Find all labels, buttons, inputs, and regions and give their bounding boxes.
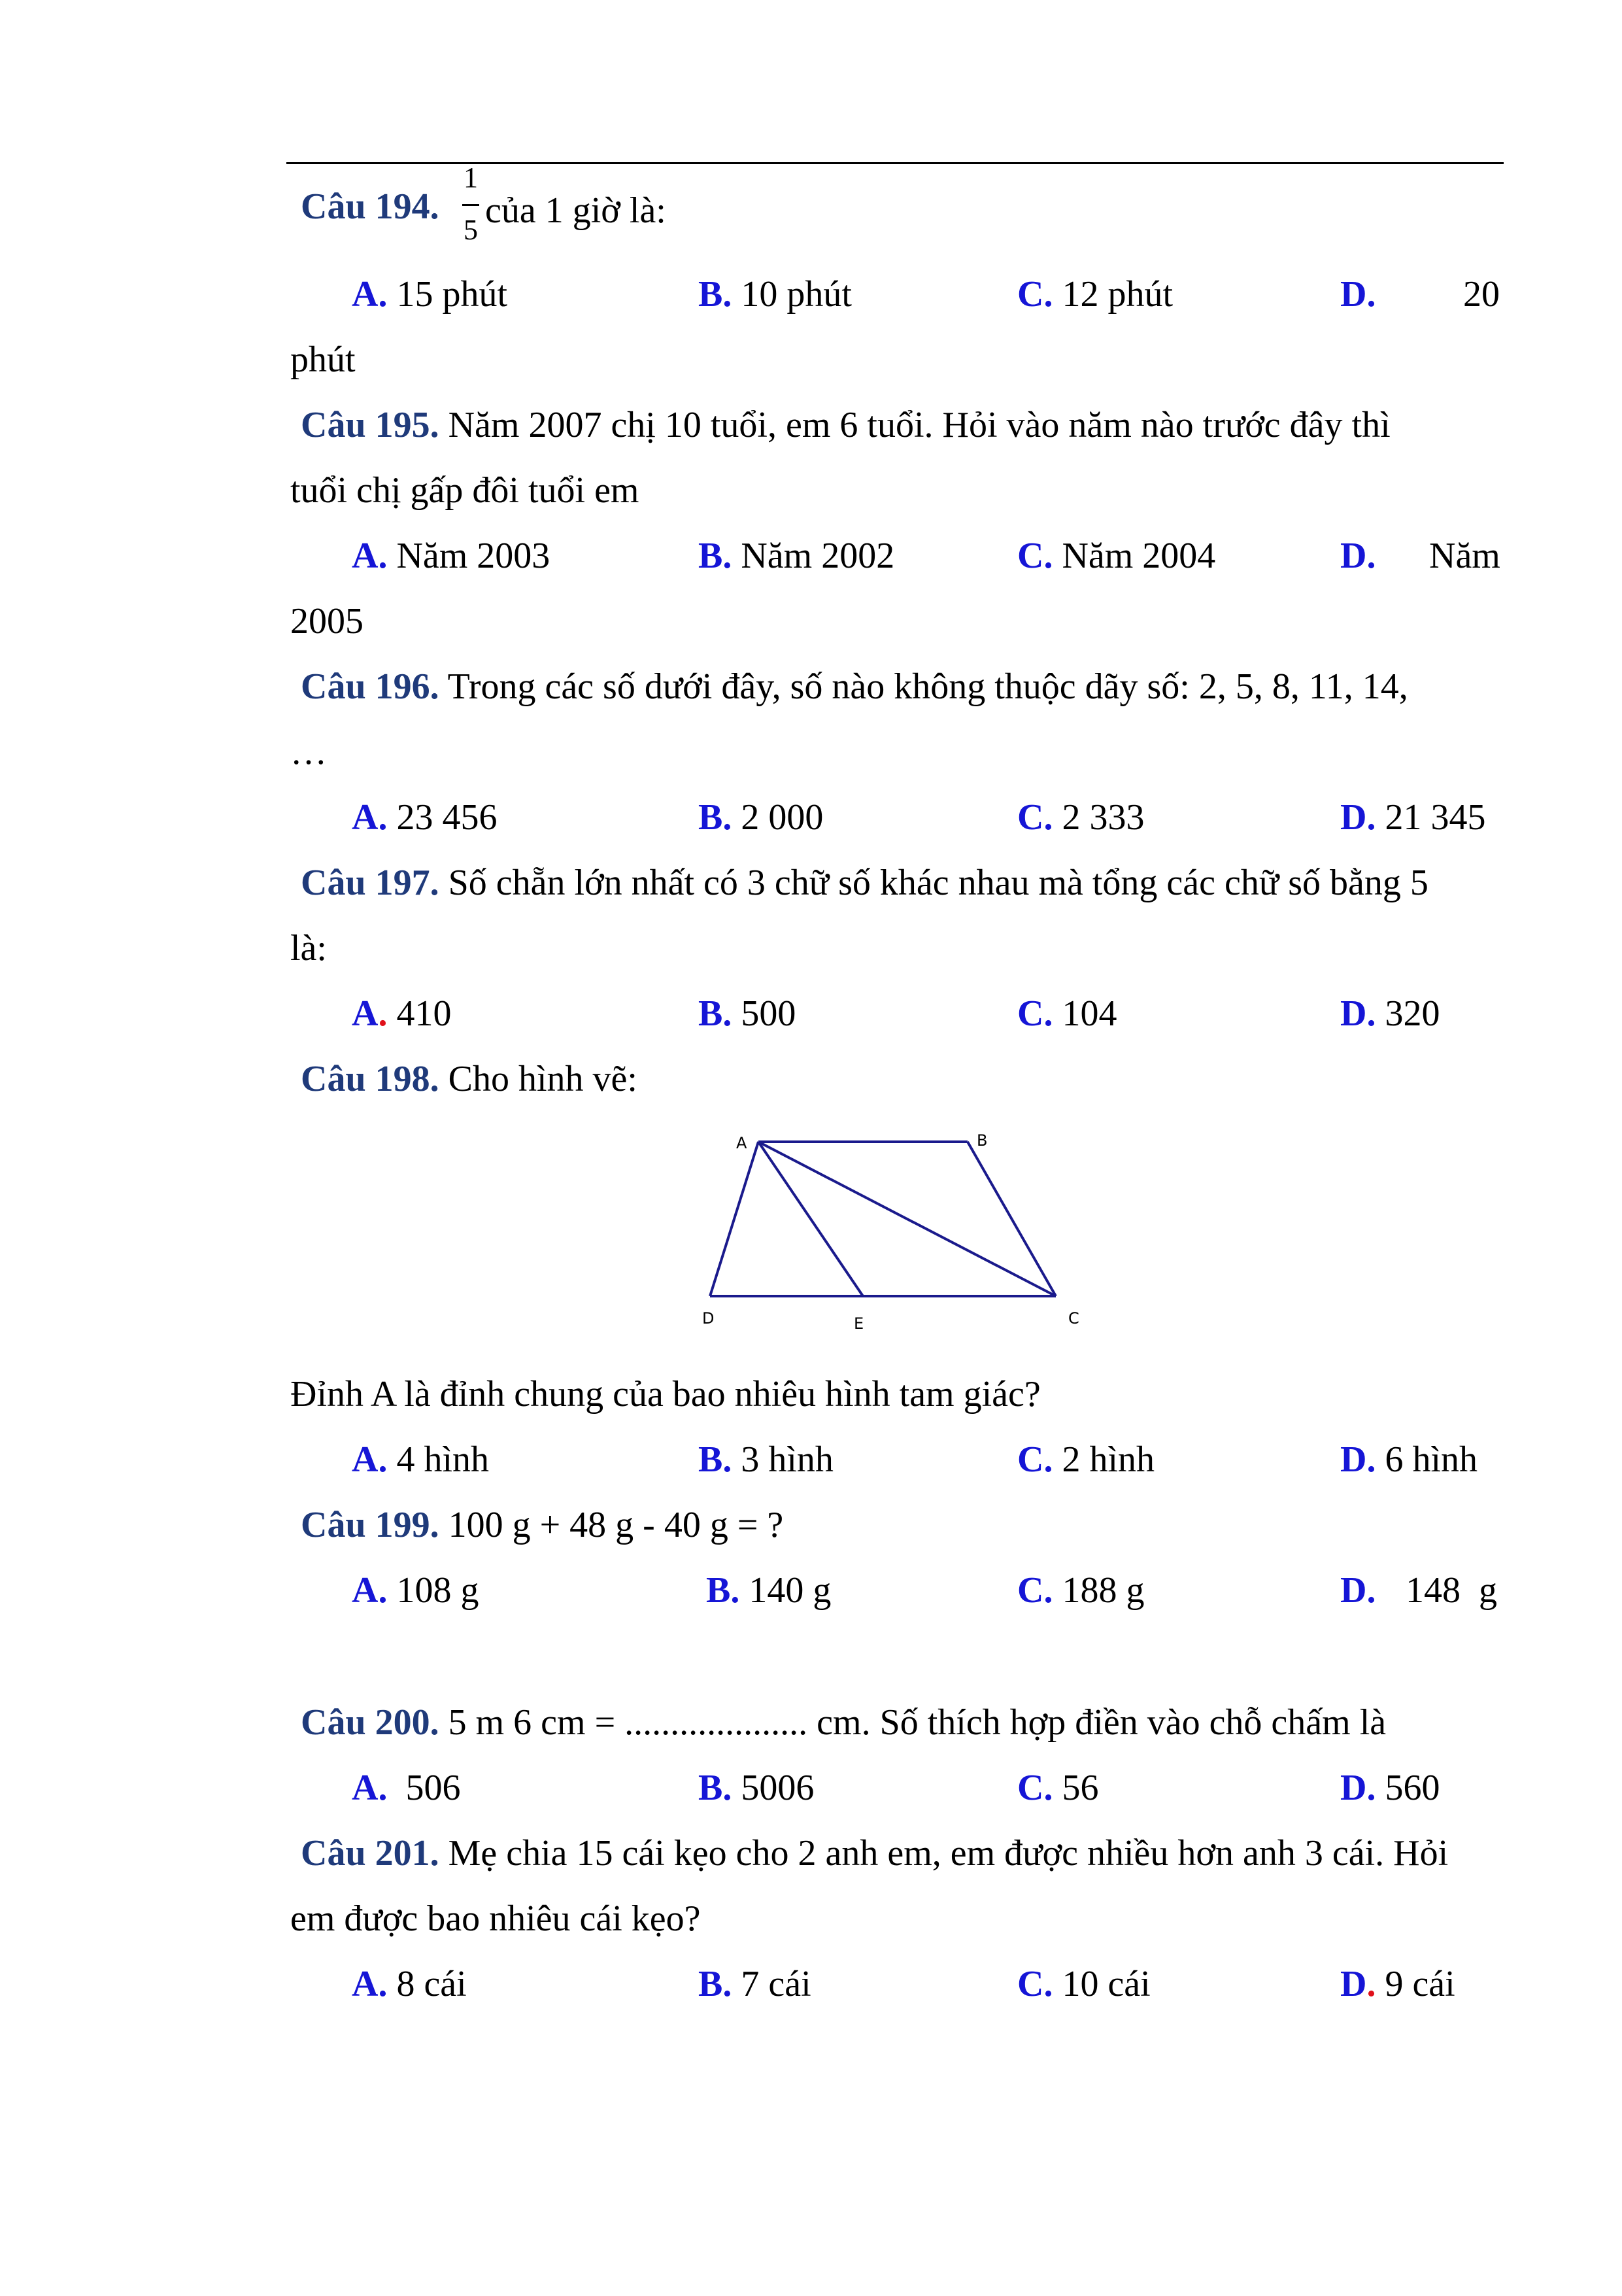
option-b[interactable]: B. Năm 2002: [698, 536, 895, 576]
question-194: [301, 186, 439, 228]
option-d[interactable]: D. 21 345: [1340, 797, 1486, 838]
option-a[interactable]: A. 4 hình: [352, 1439, 490, 1480]
segment-ae: [758, 1142, 863, 1296]
option-b[interactable]: B. 500: [698, 993, 796, 1034]
option-b[interactable]: B. 10 phút: [698, 274, 852, 315]
option-a[interactable]: A. 23 456: [352, 797, 498, 838]
option-d[interactable]: D. 6 hình: [1340, 1439, 1478, 1480]
vertex-label-a: A: [736, 1134, 747, 1152]
question-text-line2: …: [290, 732, 327, 772]
question-text-line2: em được bao nhiêu cái kẹo?: [290, 1898, 701, 1939]
fraction-bar: [462, 204, 479, 206]
question-197: Câu 197. Số chẵn lớn nhất có 3 chữ số khác nhau mà tổng các chữ số bằng 5: [301, 863, 1428, 903]
option-a[interactable]: A. Năm 2003: [352, 536, 550, 576]
option-c[interactable]: C. 2 333: [1017, 797, 1145, 838]
question-201: Câu 201. Mẹ chia 15 cái kẹo cho 2 anh em, em được nhiều hơn anh 3 cái. Hỏi: [301, 1833, 1449, 1874]
option-b[interactable]: B. 140 g: [706, 1570, 832, 1611]
segment-ad: [710, 1142, 758, 1296]
vertex-label-b: B: [977, 1131, 988, 1150]
option-b[interactable]: B. 5006: [698, 1768, 815, 1808]
option-c[interactable]: C. 56: [1017, 1768, 1099, 1808]
question-196: Câu 196. Trong các số dưới đây, số nào không thuộc dãy số: 2, 5, 8, 11, 14,: [301, 666, 1408, 707]
option-d-text: 148 g: [1406, 1570, 1497, 1611]
trapezoid-figure: [693, 1125, 1098, 1341]
option-d-wrap: 2005: [290, 601, 363, 642]
fraction-denominator: 5: [464, 214, 478, 246]
option-c[interactable]: C. 2 hình: [1017, 1439, 1155, 1480]
question-200: Câu 200. 5 m 6 cm = .................... cm. Số thích hợp điền vào chỗ chấm là: [301, 1702, 1387, 1743]
option-a[interactable]: A. 108 g: [352, 1570, 479, 1611]
option-d[interactable]: D.: [1340, 274, 1376, 315]
question-text-line2: Đỉnh A là đỉnh chung của bao nhiêu hình tam giác?: [290, 1374, 1041, 1414]
option-c[interactable]: C. Năm 2004: [1017, 536, 1216, 576]
question-text: của 1 giờ là:: [485, 190, 666, 231]
question-text-line2: tuổi chị gấp đôi tuổi em: [290, 470, 639, 511]
option-d-wrap: phút: [290, 339, 356, 380]
question-text-line2: là:: [290, 928, 327, 968]
option-d[interactable]: D. 9 cái: [1340, 1964, 1455, 2004]
option-d-text: 20: [1463, 274, 1500, 315]
vertex-label-c: C: [1068, 1309, 1079, 1328]
option-d[interactable]: D.: [1340, 536, 1376, 576]
option-b[interactable]: B. 2 000: [698, 797, 824, 838]
option-b[interactable]: B. 7 cái: [698, 1964, 811, 2004]
question-195: Câu 195. Năm 2007 chị 10 tuổi, em 6 tuổi. Hỏi vào năm nào trước đây thì: [301, 405, 1391, 445]
question-199: Câu 199. 100 g + 48 g - 40 g = ?: [301, 1505, 784, 1545]
option-c[interactable]: C. 12 phút: [1017, 274, 1174, 315]
fraction-numerator: 1: [464, 162, 478, 194]
vertex-label-d: D: [702, 1309, 715, 1328]
option-a[interactable]: A. 15 phút: [352, 274, 508, 315]
vertex-label-e: E: [854, 1314, 864, 1333]
option-d[interactable]: D. 560: [1340, 1768, 1440, 1808]
question-label: Câu 194.: [301, 186, 439, 227]
option-b[interactable]: B. 3 hình: [698, 1439, 834, 1480]
question-198: Câu 198. Cho hình vẽ:: [301, 1059, 637, 1099]
option-a[interactable]: A. 8 cái: [352, 1964, 467, 2004]
option-d[interactable]: D.: [1340, 1570, 1376, 1611]
option-c[interactable]: C. 10 cái: [1017, 1964, 1151, 2004]
option-a[interactable]: A. 410: [352, 993, 452, 1034]
option-a[interactable]: A. 506: [352, 1768, 461, 1808]
option-d-text: Năm: [1429, 536, 1500, 576]
option-d[interactable]: D. 320: [1340, 993, 1440, 1034]
option-c[interactable]: C. 188 g: [1017, 1570, 1145, 1611]
option-c[interactable]: C. 104: [1017, 993, 1117, 1034]
